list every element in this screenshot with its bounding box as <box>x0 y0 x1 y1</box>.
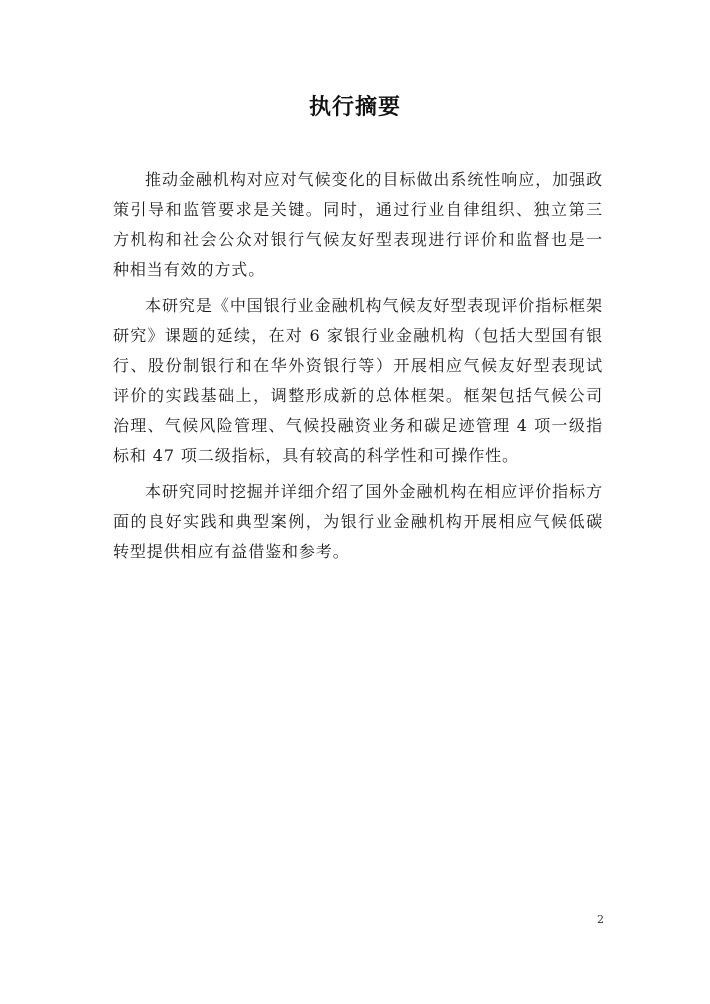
page-number: 2 <box>597 913 604 926</box>
paragraph-1: 推动金融机构对应对气候变化的目标做出系统性响应，加强政策引导和监管要求是关键。同时，通过行业自律组织、独立第三方机构和社会公众对银行气候友好型表现进行评价和监督也是一种相当有效的方式。 <box>113 170 603 279</box>
body-text <box>113 165 603 573</box>
paragraph-3: 本研究同时挖掘并详细介绍了国外金融机构在相应评价指标方面的良好实践和典型案例，为银行业金融机构开展相应气候低碳转型提供相应有益借鉴和参考。 <box>113 482 603 561</box>
paragraph-2: 本研究是《中国银行业金融机构气候友好型表现评价指标框架研究》课题的延续，在对 6 家银行业金融机构（包括大型国有银行、股份制银行和在华外资银行等）开展相应气候友好型表现试评价的实践基础上，调整形成新的总体框架。框架包括气候公司治理、气候风险管理、气候投融资业务和碳足迹管理 4 项一级指标和 47 项二级指标，具有较高的科学性和可操作性。 <box>113 296 603 465</box>
page-title: 执行摘要 <box>308 95 401 120</box>
